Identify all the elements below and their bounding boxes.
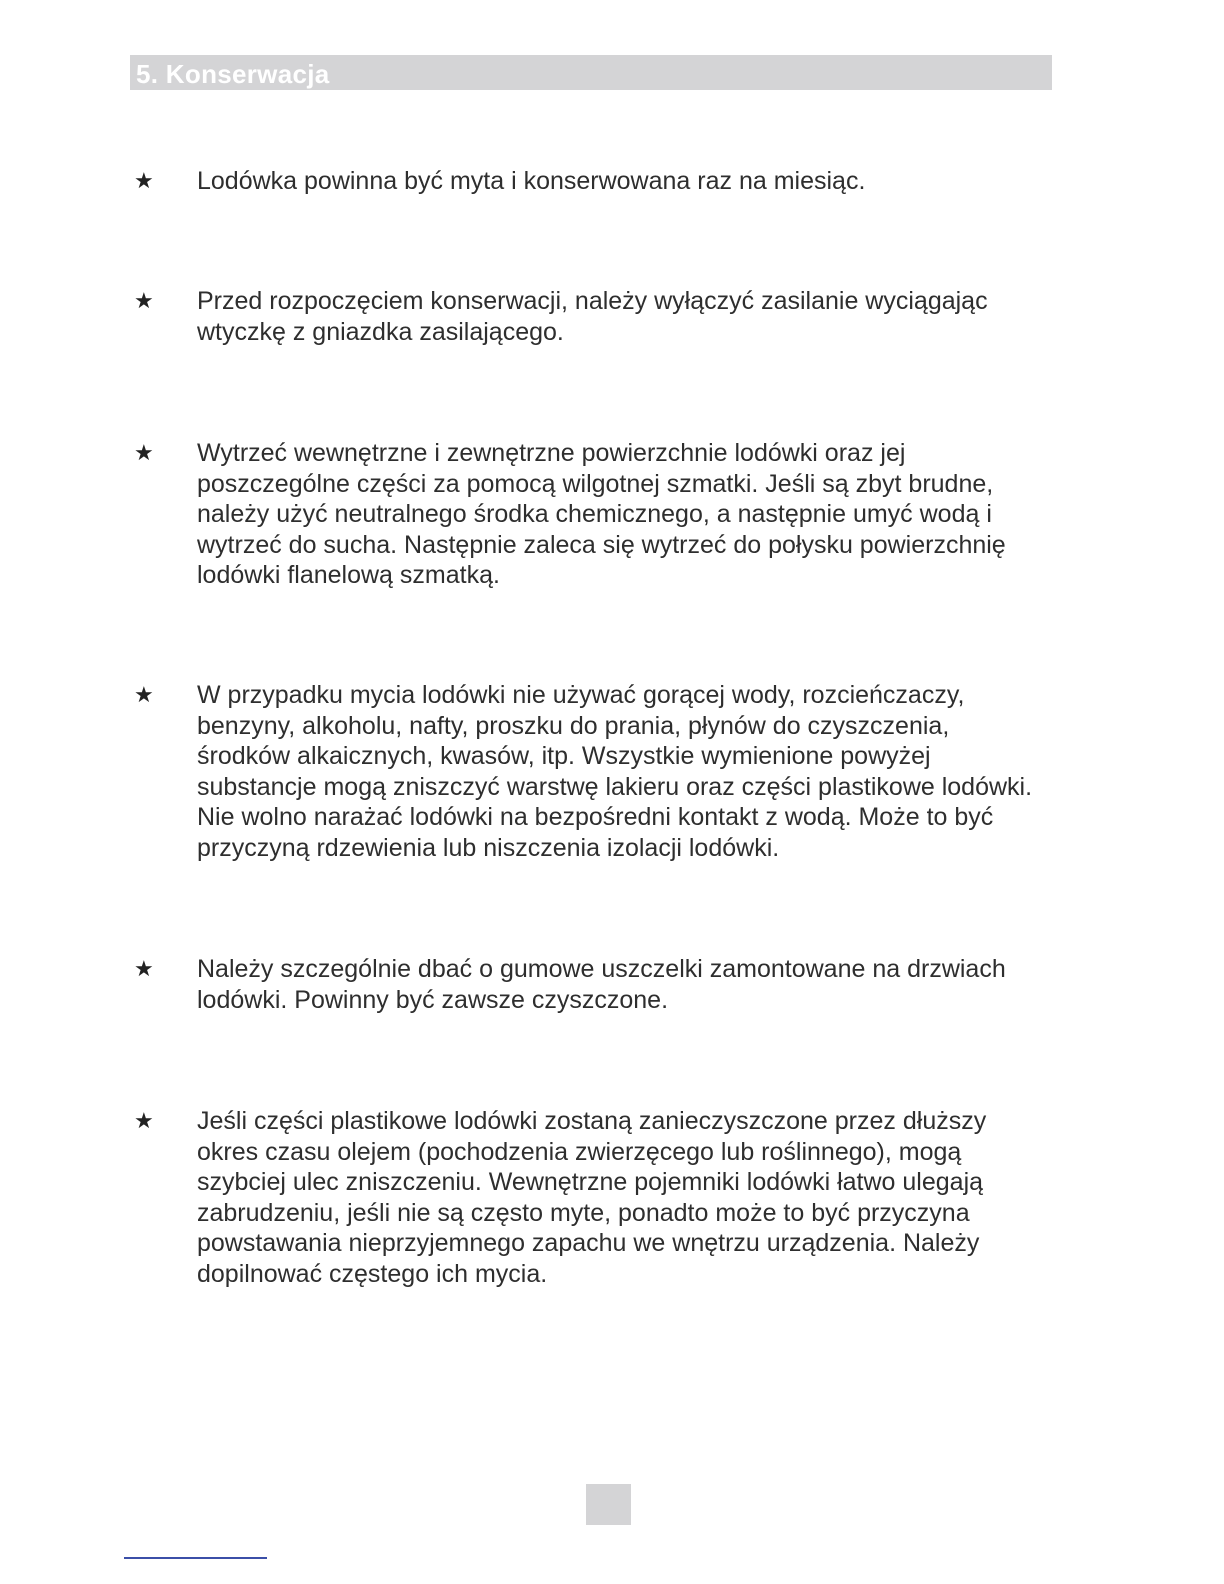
footer-rule: [124, 1557, 267, 1559]
list-item-text: Należy szczególnie dbać o gumowe uszczelki zamontowane na drzwiach lodówki. Powinny być zawsze czyszczone.: [197, 955, 1006, 1014]
section-header: [130, 55, 1052, 90]
list-item-text: Wytrzeć wewnętrzne i zewnętrzne powierzchnie lodówki oraz jej poszczególne części za pomocą wilgotnej szmatki. Jeśli są zbyt brudne, należy użyć neutralnego środka chemicznego, a następnie umyć wodą i wytrzeć do sucha. Następnie zaleca się wytrzeć do połysku powierzchnię lodówki flanelową szmatką.: [197, 439, 1006, 589]
page-number-box: [586, 1484, 631, 1525]
star-bullet-icon: ★: [134, 168, 154, 193]
section-title: 5. Konserwacja: [136, 59, 330, 89]
star-bullet-icon: ★: [134, 1108, 154, 1133]
star-bullet-icon: ★: [134, 440, 154, 465]
star-bullet-icon: ★: [134, 682, 154, 707]
list-item-text: Jeśli części plastikowe lodówki zostaną zanieczyszczone przez dłuższy okres czasu olejem (pochodzenia zwierzęcego lub roślinnego), mogą szybciej ulec zniszczeniu. Wewnętrzne pojemniki lodówki łatwo ulegają zabrudzeniu, jeśli nie są często myte, ponadto może to być przyczyna powstawania nieprzyjemnego zapachu we wnętrzu urządzenia. Należy dopilnować częstego ich mycia.: [197, 1107, 987, 1288]
star-bullet-icon: ★: [134, 288, 154, 313]
list-item-text: Lodówka powinna być myta i konserwowana raz na miesiąc.: [197, 167, 866, 195]
star-bullet-icon: ★: [134, 956, 154, 981]
list-item-text: Przed rozpoczęciem konserwacji, należy wyłączyć zasilanie wyciągając wtyczkę z gniazdka zasilającego.: [197, 287, 988, 346]
list-item-text: W przypadku mycia lodówki nie używać gorącej wody, rozcieńczaczy, benzyny, alkoholu, nafty, proszku do prania, płynów do czyszczenia, środków alkaicznych, kwasów, itp. Wszystkie wymienione powyżej substancje mogą zniszczyć warstwę lakieru oraz części plastikowe lodówki. Nie wolno narażać lodówki na bezpośredni kontakt z wodą. Może to być przyczyną rdzewienia lub niszczenia izolacji lodówki.: [197, 681, 1033, 862]
